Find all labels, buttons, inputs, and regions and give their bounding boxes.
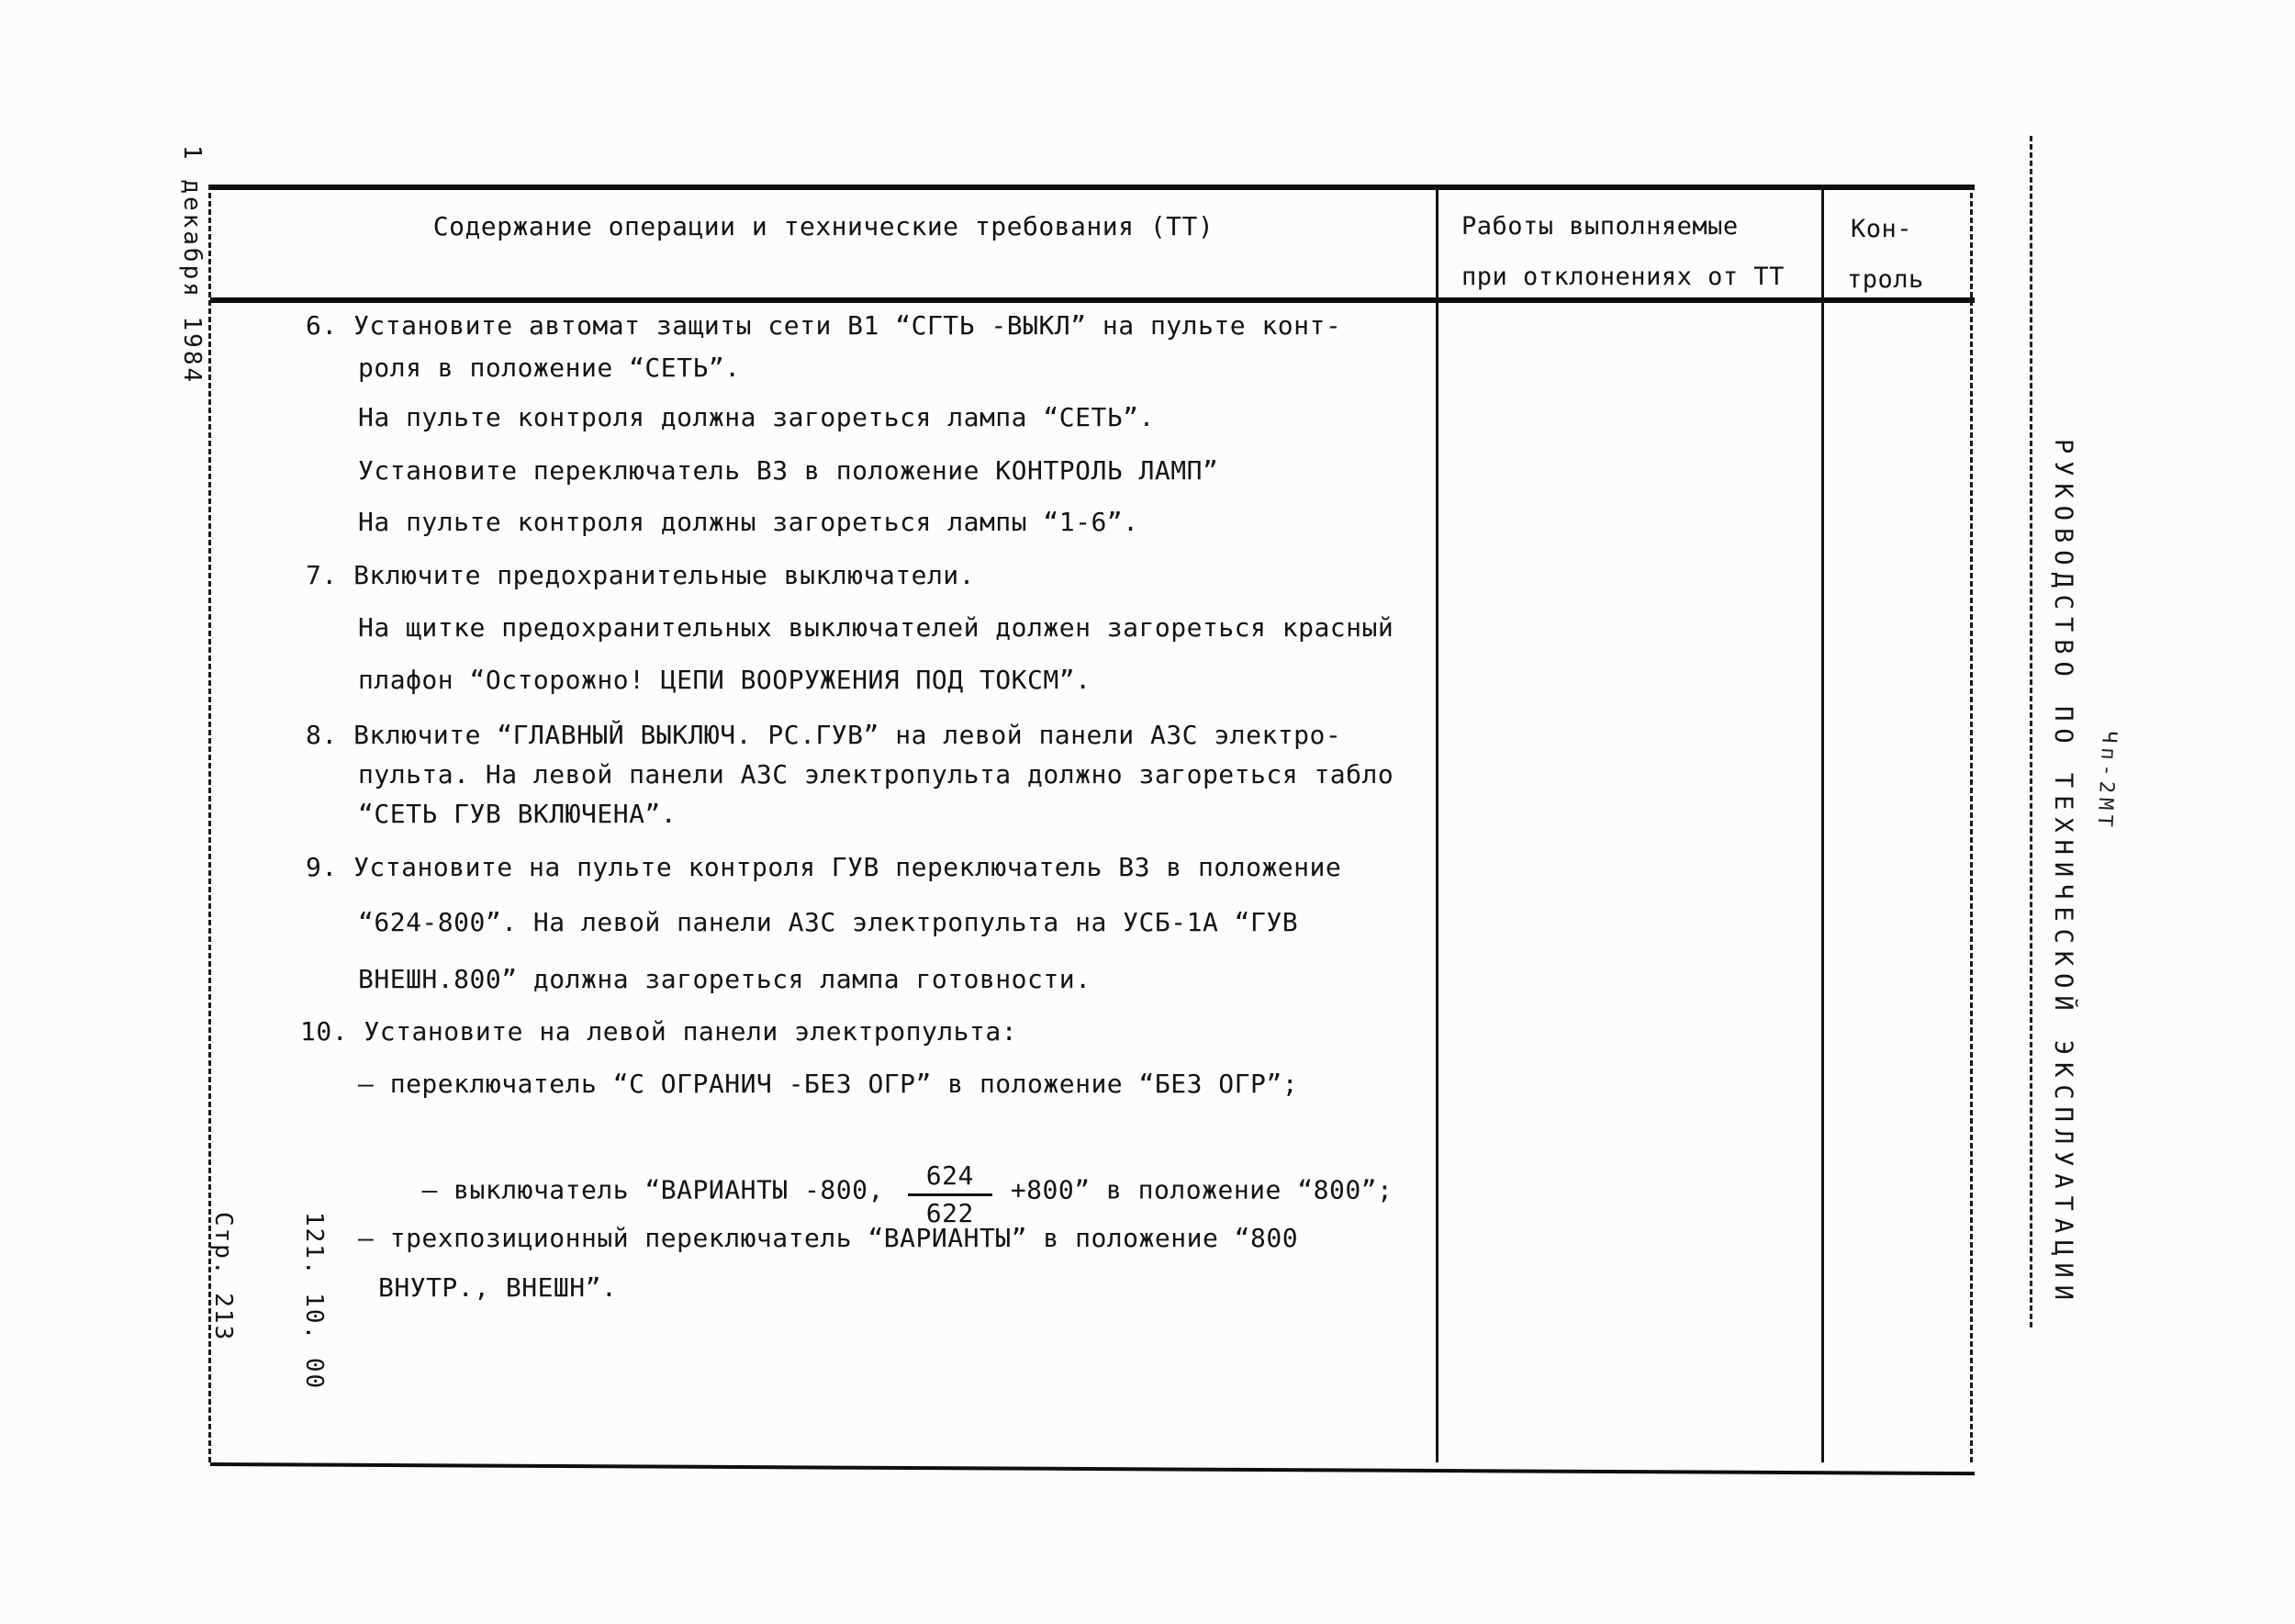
header-deviations-line2: при отклонениях от ТТ bbox=[1461, 263, 1785, 291]
table-column-divider-2 bbox=[1821, 185, 1824, 1462]
header-control-line2: троль bbox=[1847, 265, 1924, 294]
doc-line: На пульте контроля должны загореться лампы “1-6”. bbox=[358, 507, 1139, 537]
table-border-top bbox=[210, 185, 1975, 190]
doc-line: 6. Установите автомат защиты сети В1 “СГТЬ -ВЫКЛ” на пульте конт- bbox=[306, 310, 1342, 341]
fraction-bar bbox=[908, 1193, 992, 1196]
doc-line: На щитке предохранительных выключателей должен загореться красный bbox=[358, 612, 1394, 643]
doc-line: 10. Установите на левой панели электропульта: bbox=[300, 1016, 1018, 1047]
margin-page-label: Стр. 213 bbox=[209, 1212, 237, 1342]
table-header-divider bbox=[210, 297, 1975, 303]
margin-handwritten-code: Чп-2МТ bbox=[2092, 730, 2121, 833]
table-border-left bbox=[208, 185, 211, 1462]
fraction bbox=[908, 1162, 992, 1227]
table-border-right bbox=[1970, 185, 1973, 1462]
margin-date: 1 декабря 1984 bbox=[178, 145, 206, 386]
header-operations: Содержание операции и технические требования (ТТ) bbox=[432, 211, 1215, 241]
doc-line: Установите переключатель В3 в положение КОНТРОЛЬ ЛАМП” bbox=[358, 455, 1219, 486]
doc-line: 9. Установите на пульте контроля ГУВ переключатель В3 в положение bbox=[306, 852, 1342, 882]
fraction-numerator: 624 bbox=[925, 1160, 974, 1191]
margin-doc-code: 121. 10. 00 bbox=[300, 1212, 328, 1391]
doc-line: плафон “Осторожно! ЦЕПИ ВООРУЖЕНИЯ ПОД ТОКСМ”. bbox=[358, 665, 1092, 695]
table-border-bottom bbox=[210, 1462, 1975, 1475]
margin-manual-title: РУКОВОДСТВО ПО ТЕХНИЧЕСКОЙ ЭКСПЛУАТАЦИИ bbox=[2049, 439, 2077, 1307]
doc-line: ВНУТР., ВНЕШН”. bbox=[378, 1272, 618, 1303]
doc-line: – переключатель “С ОГРАНИЧ -БЕЗ ОГР” в положение “БЕЗ ОГР”; bbox=[358, 1069, 1299, 1099]
table-column-divider-1 bbox=[1436, 185, 1439, 1462]
doc-line: “624-800”. На левой панели АЗС электропульта на УСБ-1А “ГУВ bbox=[358, 907, 1299, 937]
doc-line: роля в положение “СЕТЬ”. bbox=[358, 353, 741, 383]
doc-line: – трехпозиционный переключатель “ВАРИАНТЫ” в положение “800 bbox=[358, 1223, 1299, 1253]
doc-line: 8. Включите “ГЛАВНЫЙ ВЫКЛЮЧ. РС.ГУВ” на левой панели АЗС электро- bbox=[306, 720, 1342, 750]
doc-line: На пульте контроля должна загореться лампа “СЕТЬ”. bbox=[358, 402, 1155, 432]
doc-line: 7. Включите предохранительные выключатели. bbox=[306, 560, 976, 590]
page-edge-dashed-line bbox=[2030, 136, 2032, 1327]
header-deviations-line1: Работы выполняемые bbox=[1461, 212, 1739, 241]
doc-line: ВНЕШН.800” должна загореться лампа готовности. bbox=[358, 964, 1092, 994]
header-control-line1: Кон- bbox=[1851, 215, 1913, 243]
fraction-pre-text: – выключатель “ВАРИАНТЫ -800, bbox=[421, 1174, 884, 1205]
doc-line: пульта. На левой панели АЗС электропульта должно загореться табло bbox=[358, 759, 1394, 790]
margin-doc-code-block bbox=[147, 1212, 389, 1390]
fraction-post-text: +800” в положение “800”; bbox=[1010, 1174, 1394, 1205]
fraction-denominator: 622 bbox=[925, 1198, 974, 1228]
doc-line: “СЕТЬ ГУВ ВКЛЮЧЕНА”. bbox=[358, 799, 677, 829]
